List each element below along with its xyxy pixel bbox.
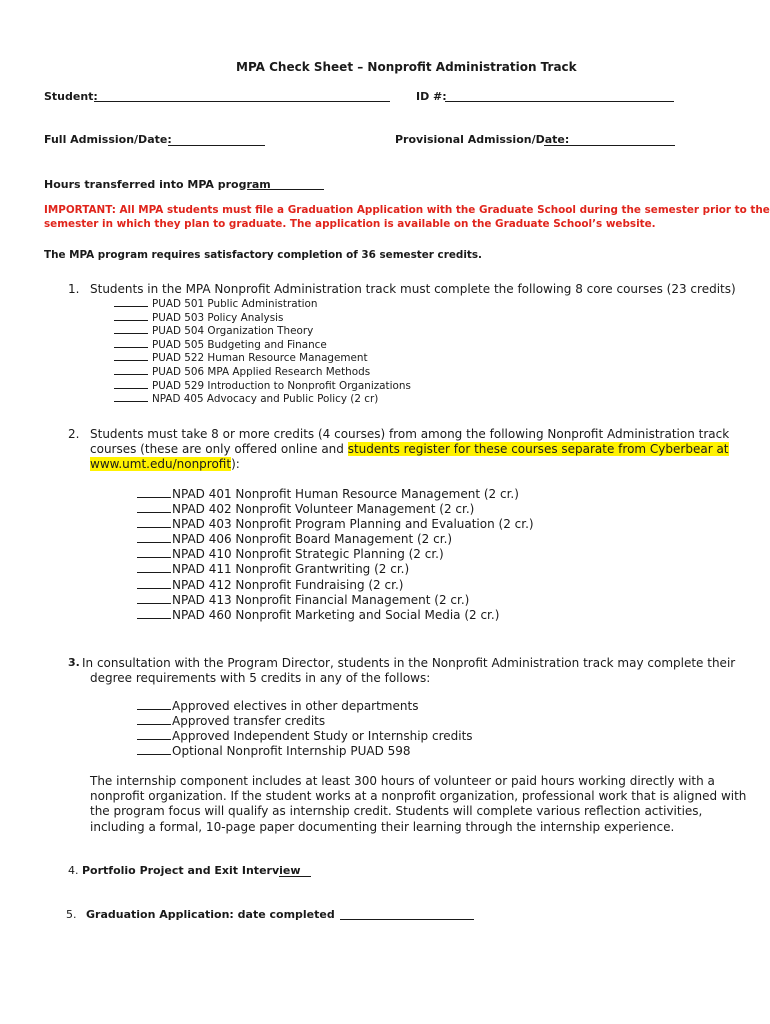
check-blank[interactable] [137, 587, 171, 589]
course-label: NPAD 412 Nonprofit Fundraising (2 cr.) [172, 577, 404, 592]
course-label: PUAD 504 Organization Theory [152, 325, 314, 338]
section-1-number: 1. [68, 282, 80, 296]
graduation-date-field[interactable] [340, 919, 474, 920]
internship-line-2: nonprofit organization. If the student works at a nonprofit organization, professional work that is aligned with [90, 789, 747, 804]
elective-course-item [137, 593, 534, 608]
check-blank[interactable] [137, 617, 171, 619]
hours-transferred-field[interactable] [247, 189, 324, 190]
student-label: Student: [44, 90, 98, 103]
core-course-item [114, 312, 411, 326]
option-list [137, 699, 473, 759]
portfolio-check-field[interactable] [279, 876, 311, 877]
check-blank[interactable] [114, 346, 148, 348]
registration-note-highlight: students register for these courses separate from Cyberbear at [347, 442, 729, 456]
option-item [137, 729, 473, 744]
id-label: ID #: [416, 90, 447, 103]
core-course-item [114, 380, 411, 394]
elective-course-item [137, 487, 534, 502]
core-course-item [114, 325, 411, 339]
section-2-line-3 [90, 457, 240, 471]
elective-course-item [137, 562, 534, 577]
student-field[interactable] [94, 101, 390, 102]
course-label: PUAD 501 Public Administration [152, 298, 318, 310]
check-blank[interactable] [137, 571, 171, 573]
check-blank[interactable] [137, 738, 171, 740]
course-label: PUAD 506 MPA Applied Research Methods [152, 365, 371, 378]
section-2-line-2 [90, 442, 729, 456]
check-blank[interactable] [137, 526, 171, 528]
check-blank[interactable] [114, 373, 148, 375]
page-title: MPA Check Sheet – Nonprofit Administration Track [236, 60, 577, 74]
section-4-number: 4. [68, 864, 79, 877]
check-blank[interactable] [137, 496, 171, 498]
portfolio-label: Portfolio Project and Exit Interview [82, 864, 301, 877]
course-label: NPAD 411 Nonprofit Grantwriting (2 cr.) [172, 562, 410, 577]
course-label: NPAD 405 Advocacy and Public Policy (2 cr) [152, 393, 379, 406]
course-label: NPAD 402 Nonprofit Volunteer Management (2 cr.) [172, 502, 475, 517]
internship-line-3: the program focus will qualify as internship credit. Students will complete various reflection activities, [90, 804, 703, 819]
elective-course-item [137, 502, 534, 517]
nonprofit-website-link[interactable]: www.umt.edu/nonprofit [90, 457, 232, 471]
check-blank[interactable] [114, 359, 148, 361]
elective-course-item [137, 608, 534, 623]
core-course-item [114, 352, 411, 366]
course-label: NPAD 406 Nonprofit Board Management (2 cr.) [172, 532, 453, 547]
course-label: NPAD 403 Nonprofit Program Planning and Evaluation (2 cr.) [172, 517, 534, 532]
course-label: Optional Nonprofit Internship PUAD 598 [172, 744, 411, 759]
check-blank[interactable] [137, 541, 171, 543]
section-2-number: 2. [68, 427, 80, 441]
elective-course-list [137, 487, 534, 623]
check-blank[interactable] [137, 511, 171, 513]
core-course-item [114, 366, 411, 380]
option-item [137, 699, 473, 714]
course-label: PUAD 522 Human Resource Management [152, 352, 368, 365]
graduation-application-label: Graduation Application: date completed [86, 908, 335, 921]
provisional-admission-date-field[interactable] [544, 145, 675, 146]
course-label: NPAD 413 Nonprofit Financial Management (2 cr.) [172, 592, 470, 607]
section-2-line-2-text: courses (these are only offered online and [90, 442, 348, 456]
course-label: PUAD 529 Introduction to Nonprofit Organizations [152, 379, 411, 392]
core-course-item [114, 339, 411, 353]
check-blank[interactable] [114, 305, 148, 307]
internship-description [90, 774, 746, 835]
elective-course-item [137, 547, 534, 562]
core-course-item [114, 298, 411, 312]
full-admission-label: Full Admission/Date: [44, 133, 172, 146]
check-blank[interactable] [114, 387, 148, 389]
check-blank[interactable] [137, 753, 171, 755]
section-3-number: 3. [68, 656, 80, 669]
hours-transferred-label: Hours transferred into MPA program [44, 178, 271, 191]
check-blank[interactable] [137, 602, 171, 604]
section-3-line-2: degree requirements with 5 credits in any of the follows: [90, 671, 431, 685]
section-2-line-1: Students must take 8 or more credits (4 courses) from among the following Nonprofit Administration track [90, 427, 730, 441]
important-notice-line-2: semester in which they plan to graduate. The application is available on the Graduate School’s website. [44, 218, 656, 230]
option-item [137, 744, 473, 759]
check-blank[interactable] [114, 332, 148, 334]
elective-course-item [137, 532, 534, 547]
course-label: PUAD 503 Policy Analysis [152, 311, 284, 324]
course-label: PUAD 505 Budgeting and Finance [152, 338, 327, 351]
course-label: Approved electives in other departments [172, 699, 419, 713]
course-label: NPAD 401 Nonprofit Human Resource Management (2 cr.) [172, 487, 519, 501]
provisional-admission-label: Provisional Admission/Date: [395, 133, 570, 146]
check-blank[interactable] [137, 556, 171, 558]
id-field[interactable] [445, 101, 674, 102]
check-blank[interactable] [114, 319, 148, 321]
section-1-heading: Students in the MPA Nonprofit Administration track must complete the following 8 core courses (23 credits) [90, 282, 736, 296]
check-blank[interactable] [114, 400, 148, 402]
important-notice-line-1: IMPORTANT: All MPA students must file a Graduation Application with the Graduate School during the semester prior to the [44, 204, 770, 216]
internship-line-1: The internship component includes at least 300 hours of volunteer or paid hours working directly with a [90, 774, 715, 788]
course-label: Approved transfer credits [172, 714, 326, 729]
elective-course-item [137, 578, 534, 593]
section-5-number: 5. [66, 908, 77, 921]
core-course-item [114, 393, 411, 407]
elective-course-item [137, 517, 534, 532]
check-blank[interactable] [137, 708, 171, 710]
core-course-list [114, 298, 411, 407]
full-admission-date-field[interactable] [168, 145, 265, 146]
internship-line-4: including a formal, 10-page paper documenting their learning through the internship experience. [90, 819, 675, 834]
check-blank[interactable] [137, 723, 171, 725]
section-3-line-1: In consultation with the Program Director, students in the Nonprofit Administration track may complete their [82, 656, 736, 670]
option-item [137, 714, 473, 729]
program-requirement: The MPA program requires satisfactory completion of 36 semester credits. [44, 249, 482, 261]
course-label: Approved Independent Study or Internship credits [172, 729, 473, 744]
course-label: NPAD 460 Nonprofit Marketing and Social Media (2 cr.) [172, 607, 500, 622]
course-label: NPAD 410 Nonprofit Strategic Planning (2 cr.) [172, 547, 444, 562]
section-2-line-3-end: ): [231, 457, 240, 471]
